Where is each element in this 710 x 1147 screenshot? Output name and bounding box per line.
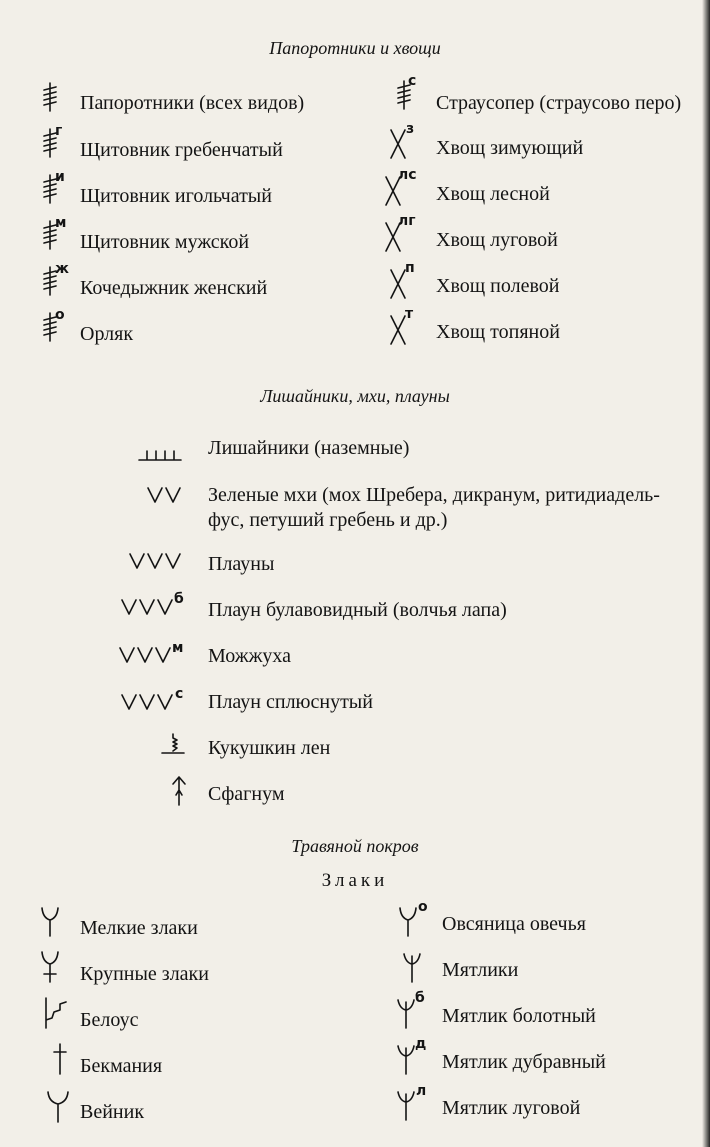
legend-label: Папоротники (всех видов): [80, 92, 305, 114]
legend-mark: л: [416, 1083, 427, 1099]
legend-mark: м: [55, 215, 67, 231]
legend-label: Лишайники (наземные): [208, 437, 410, 459]
lichen-icon: [138, 444, 182, 462]
sphagnum-icon: [170, 775, 188, 807]
legend-mark: лг: [398, 213, 416, 229]
legend-label: Кочедыжник женский: [80, 277, 268, 299]
legend-label: Хвощ зимующий: [436, 137, 584, 159]
legend-mark: о: [418, 899, 428, 915]
legend-label: Зеленые мхи (мох Шребера, дикранум, ритидиадель-: [208, 484, 660, 506]
legend-label: Кукушкин лен: [208, 737, 331, 759]
legend-label: Овсяница овечья: [442, 913, 586, 935]
legend-label: Мятлик дубравный: [442, 1051, 606, 1073]
bluegrass-icon: [396, 998, 416, 1030]
legend-label: Бекмания: [80, 1055, 163, 1077]
legend-mark: б: [174, 591, 184, 607]
legend-label: Мятлик болотный: [442, 1005, 596, 1027]
clubmoss-icon: [128, 552, 182, 570]
legend-mark: п: [405, 260, 415, 276]
legend-label: Страусопер (страусово перо): [436, 92, 682, 114]
grass-icon: [40, 906, 60, 938]
legend-label: Хвощ топяной: [436, 321, 560, 343]
legend-label: Щитовник игольчатый: [80, 185, 272, 207]
legend-mark: з: [406, 121, 415, 137]
legend-mark: с: [175, 686, 184, 702]
legend-label: Плауны: [208, 553, 275, 575]
fern-icon: [38, 82, 62, 112]
bluegrass-icon: [396, 1090, 416, 1122]
section-heading-mosses: Лишайники, мхи, плауны: [260, 386, 450, 406]
legend-label: Мелкие злаки: [80, 917, 198, 939]
legend-mark: д: [415, 1036, 427, 1052]
legend-label: Мятлики: [442, 959, 519, 981]
legend-mark: м: [172, 640, 184, 656]
clubmoss-icon: [120, 693, 174, 711]
legend-mark: ж: [55, 261, 69, 277]
page-edge-shadow: [702, 0, 710, 1147]
section-heading-ferns: Папоротники и хвощи: [269, 38, 441, 58]
subsection-heading-grasses: Злаки: [321, 870, 389, 891]
legend-mark: б: [415, 990, 425, 1006]
sloughgrass-icon: [52, 1042, 68, 1076]
haircap-moss-icon: [160, 732, 186, 758]
legend-label: Орляк: [80, 323, 134, 345]
legend-mark: т: [405, 306, 414, 322]
legend-label: Щитовник мужской: [80, 231, 250, 253]
legend-label: Сфагнум: [208, 783, 285, 805]
legend-label: Плаун булавовидный (волчья лапа): [208, 599, 507, 621]
legend-label: Щитовник гребенчатый: [80, 139, 283, 161]
legend-mark: о: [55, 307, 65, 323]
legend-mark: лс: [398, 167, 417, 183]
tall-grass-icon: [40, 950, 60, 984]
legend-label: Плаун сплюснутый: [208, 691, 373, 713]
legend-label: Мятлик луговой: [442, 1097, 581, 1119]
legend-label: Хвощ лесной: [436, 183, 550, 205]
reedgrass-icon: [46, 1090, 70, 1124]
legend-label: Хвощ полевой: [436, 275, 560, 297]
section-heading-grass: Травяной покров: [291, 836, 419, 856]
legend-mark: г: [55, 123, 63, 139]
legend-label: Можжуха: [208, 645, 292, 667]
legend-label: Крупные злаки: [80, 963, 209, 985]
clubmoss-icon: [118, 646, 172, 664]
bluegrass-icon: [402, 952, 422, 984]
clubmoss-icon: [120, 598, 174, 616]
horsetail-icon: [388, 128, 408, 160]
moss-icon: [146, 486, 182, 504]
legend-label-continued: фус, петуший гребень и др.): [208, 509, 448, 531]
legend-mark: с: [408, 73, 417, 89]
legend-label: Вейник: [80, 1101, 145, 1123]
fescue-icon: [398, 906, 418, 938]
legend-label: Белоус: [80, 1009, 139, 1031]
legend-mark: и: [55, 169, 65, 185]
mat-grass-icon: [42, 996, 68, 1030]
bluegrass-icon: [396, 1044, 416, 1076]
legend-label: Хвощ луговой: [436, 229, 558, 251]
